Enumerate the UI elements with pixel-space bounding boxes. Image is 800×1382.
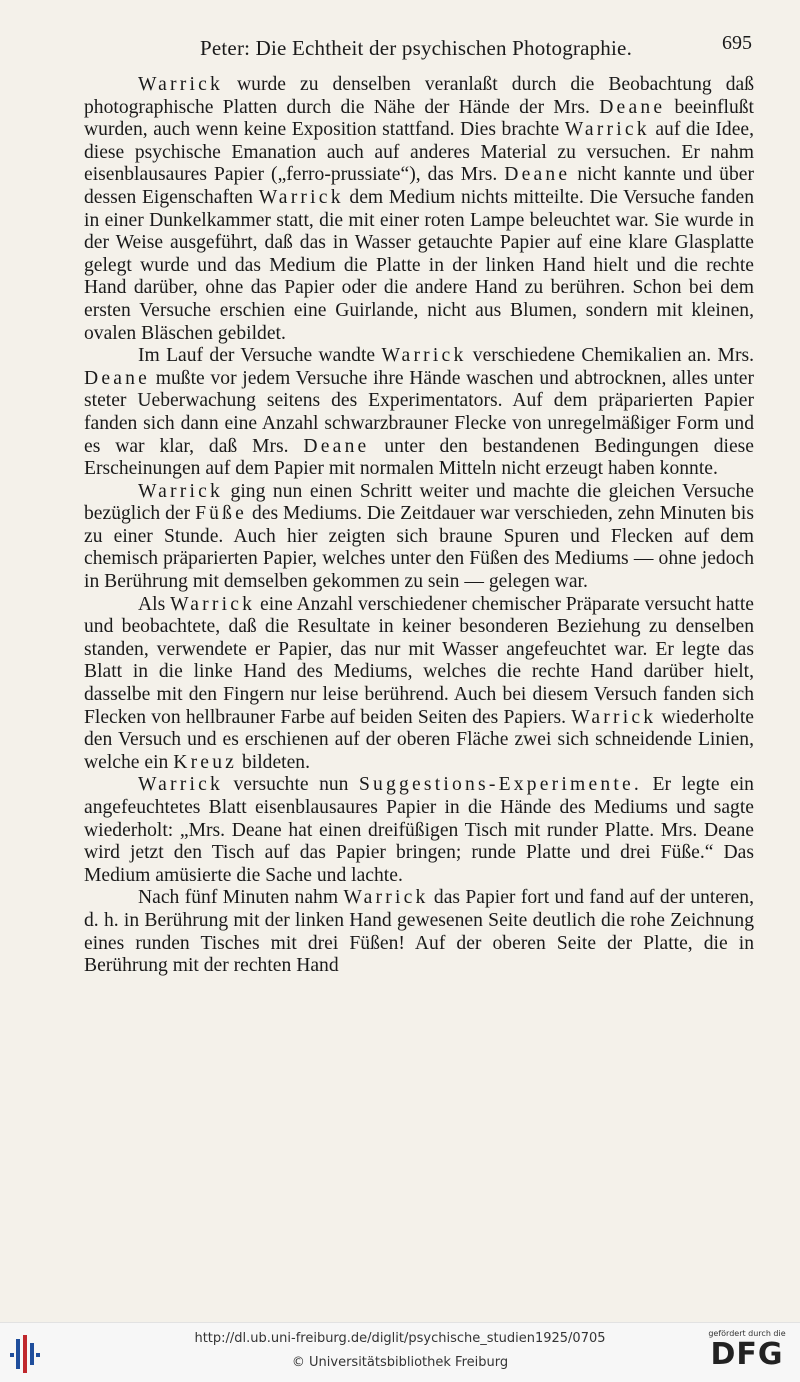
dfg-logo-text: DFG xyxy=(710,1337,784,1372)
spaced-name: Deane xyxy=(599,96,666,118)
paragraph xyxy=(84,774,754,887)
text-run: eine Anzahl verschiedener chemischer Präparate versucht hatte und beobachtete, daß die Resultate in keiner besonderen Beziehung zu denselben standen, verwendete er Papier, das nur mit Wasser angefeuchtet war. Er legte das Blatt in die linke Hand des Mediums, welches die rechte Hand darüber hielt, dasselbe mit den Fingern nur leise berührend. Auch bei diesem Versuch fanden sich Flecken von hellbrauner Farbe auf beiden Seiten des Papiers. xyxy=(84,593,754,728)
dfg-logo[interactable] xyxy=(702,1329,792,1377)
copyright-notice: © Universitätsbibliothek Freiburg xyxy=(291,1355,509,1370)
page-number: 695 xyxy=(722,32,752,54)
running-title: Peter: Die Echtheit der psychischen Photographie. xyxy=(200,36,633,60)
body-text xyxy=(84,74,754,978)
text-run: mußte vor jedem Versuche ihre Hände waschen und abtrocknen, alles unter steter Ueberwachung seitens des Experimentators. Auf dem präparierten Papier fanden sich dann eine Anzahl schwarzbrauner Flecke von unregelmäßiger Form und es war klar, daß Mrs. xyxy=(84,367,754,457)
spaced-name: Deane xyxy=(303,435,370,457)
spaced-name: Warrick xyxy=(381,345,467,367)
spaced-name: Warrick xyxy=(564,119,650,141)
paragraph xyxy=(84,345,754,481)
spaced-name: Warrick xyxy=(343,887,429,909)
text-run: Im Lauf der Versuche wandte xyxy=(138,345,382,367)
spaced-name: Deane xyxy=(504,164,571,186)
running-header xyxy=(200,32,752,64)
text-run: unter den bestandenen Bedingungen diese Erscheinungen auf dem Papier mit normalen Mitteln nicht erzeugt haben konnte. xyxy=(84,435,754,480)
text-run: beeinflußt wurden, auch wenn keine Exposition stattfand. Dies brachte xyxy=(84,96,754,141)
permalink-url[interactable]: http://dl.ub.uni-freiburg.de/diglit/psychische_studien1925/0705 xyxy=(194,1331,606,1346)
dfg-funding-note: gefördert durch die xyxy=(708,1329,786,1338)
spaced-name: Warrick xyxy=(138,480,224,502)
spaced-name: Warrick xyxy=(258,186,344,208)
text-run: wurde zu denselben veranlaßt durch die Beobachtung daß photographische Platten durch die Nähe der Hände der Mrs. xyxy=(84,74,754,118)
text-run: ging nun einen Schritt weiter und machte die gleichen Versuche bezüglich der xyxy=(84,480,754,525)
paragraph xyxy=(84,481,754,594)
spaced-name: Warrick xyxy=(571,706,657,728)
spaced-name: Warrick xyxy=(138,774,224,796)
paragraph xyxy=(84,594,754,775)
viewer-footer xyxy=(0,1322,800,1382)
spaced-name: Suggestions-Experimente. xyxy=(358,774,642,796)
paragraph xyxy=(84,887,754,977)
spaced-name: Kreuz xyxy=(173,751,238,773)
text-run: Als xyxy=(138,593,171,615)
text-run: dem Medium nichts mitteilte. Die Versuche fanden in einer Dunkelkammer statt, die mit einer roten Lampe beleuchtet war. Sie wurde in der Weise ausgeführt, daß das in Wasser getauchte Papier auf eine klare Glasplatte gelegt wurde und das Medium die Platte in der linken Hand hielt und die rechte Hand darüber, ohne das Papier oder die andere Hand zu berühren. Schon bei dem ersten Versuche erschien eine Guirlande, nicht aus Blumen, sondern mit kleinen, ovalen Bläschen gebildet. xyxy=(84,186,754,344)
spaced-name: Warrick xyxy=(138,74,224,95)
spaced-name: Füße xyxy=(195,503,248,525)
text-run: auf die Idee, diese psychische Emanation auch auf anderes Material zu versuchen. Er nahm eisenblausaures Papier („ferro-prussiate“), das Mrs. xyxy=(84,119,754,186)
spaced-name: Warrick xyxy=(170,593,256,615)
text-run: verschiedene Chemikalien an. Mrs. xyxy=(466,345,754,367)
text-run: nicht kannte und über dessen Eigenschaften xyxy=(84,164,754,208)
spaced-name: Deane xyxy=(84,367,151,389)
text-run: Er legte ein angefeuchtetes Blatt eisenblausaures Papier in die Hände des Mediums und sagte wiederholt: „Mrs. Deane hat einen dreifüßigen Tisch mit runder Platte. Mrs. Deane wird jetzt den Tisch auf das Papier bringen; runde Platte und drei Füße.“ Das Medium amüsierte die Sache und lachte. xyxy=(84,774,754,886)
text-run: das Papier fort und fand auf der unteren, d. h. in Berührung mit der linken Hand gewesenen Seite deutlich die rohe Zeichnung eines runden Tisches mit drei Füßen! Auf der oberen Seite der Platte, die in Berührung mit der rechten Hand xyxy=(84,887,754,977)
paragraph xyxy=(84,74,754,345)
text-run: bildeten. xyxy=(237,751,311,773)
text-run: wiederholte den Versuch und es erschienen auf der oberen Fläche zwei sich schneidende Linien, welche ein xyxy=(84,706,755,773)
text-run: Nach fünf Minuten nahm xyxy=(138,887,344,909)
text-run: versuchte nun xyxy=(223,774,359,796)
text-run: des Mediums. Die Zeitdauer war verschieden, zehn Minuten bis zu einer Stunde. Auch hier zeigten sich braune Spuren und Flecken auf dem chemisch präparierten Papier, welches unter den Füßen des Mediums — ohne jedoch in Berührung mit demselben gekommen zu sein — gelegen war. xyxy=(84,503,754,593)
